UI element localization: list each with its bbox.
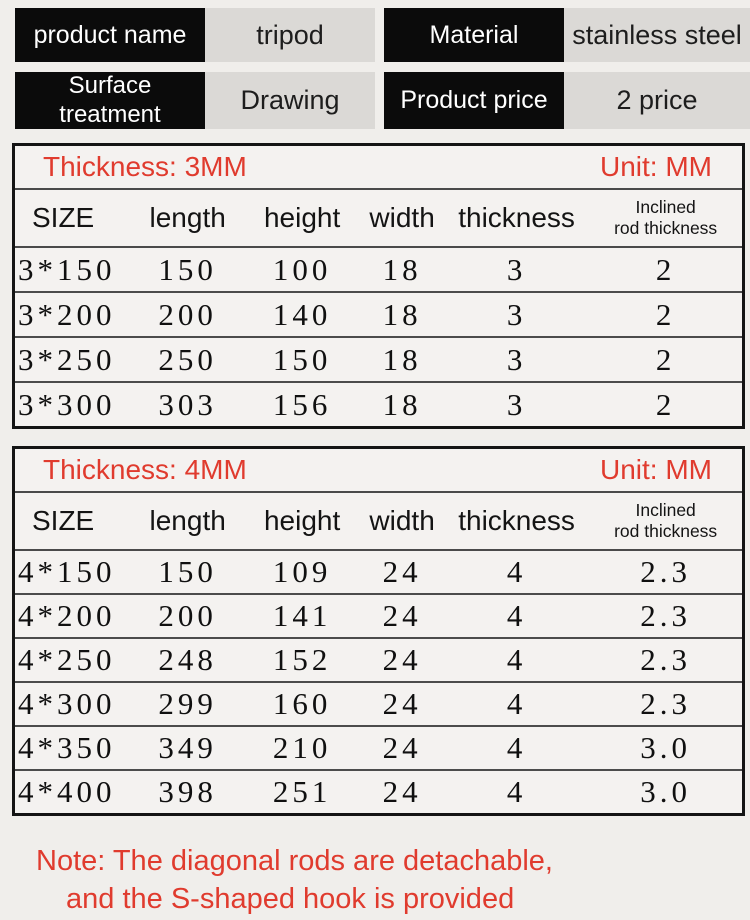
table-row bbox=[15, 638, 742, 682]
value-cell: 24 bbox=[360, 770, 444, 813]
col-header-length: length bbox=[131, 190, 244, 247]
value-cell: 2.3 bbox=[589, 594, 742, 638]
value-cell: 2 bbox=[589, 382, 742, 426]
value-cell: 251 bbox=[244, 770, 360, 813]
value-cell: 250 bbox=[131, 337, 244, 382]
value-cell: 4 bbox=[506, 554, 527, 589]
size-cell: 4*150 bbox=[18, 554, 116, 589]
col-header-height: height bbox=[244, 493, 360, 550]
col-header-size: SIZE bbox=[15, 493, 131, 550]
value-cell: 3 bbox=[506, 251, 527, 287]
value-cell: 4 bbox=[444, 770, 589, 813]
material-label bbox=[384, 8, 564, 62]
value-cell: 160 bbox=[244, 682, 360, 726]
value-cell: 303 bbox=[131, 382, 244, 426]
value-cell: 3.0 bbox=[589, 770, 742, 813]
surface-treatment-value-text: Drawing bbox=[240, 85, 340, 115]
value-cell: 24 bbox=[360, 682, 444, 726]
size-cell: 3*300 bbox=[15, 382, 131, 426]
value-cell: 4 bbox=[444, 638, 589, 682]
value-cell: 156 bbox=[244, 382, 360, 426]
inclined-line1: Inclined bbox=[635, 500, 696, 520]
material-label-text: Material bbox=[429, 20, 519, 49]
value-cell: 3 bbox=[444, 292, 589, 337]
surface-treatment-label-line2: treatment bbox=[59, 100, 161, 128]
table-body bbox=[15, 247, 742, 426]
value-cell: 150 bbox=[244, 337, 360, 382]
value-cell: 4 bbox=[444, 682, 589, 726]
header-row bbox=[15, 493, 742, 550]
value-cell: 3 bbox=[444, 382, 589, 426]
product-price-label bbox=[384, 72, 564, 129]
table-row bbox=[15, 292, 742, 337]
value-cell: 2 bbox=[655, 251, 676, 287]
info-row-2 bbox=[15, 72, 750, 129]
header-gap bbox=[375, 8, 384, 62]
table-row bbox=[15, 770, 742, 813]
surface-treatment-label-line1: Surface bbox=[68, 72, 152, 100]
size-cell: 3*200 bbox=[15, 292, 131, 337]
value-cell: 100 bbox=[272, 251, 332, 287]
value-cell: 140 bbox=[244, 292, 360, 337]
table-title-row bbox=[15, 449, 742, 493]
table-row bbox=[15, 247, 742, 292]
value-cell: 349 bbox=[131, 726, 244, 770]
header-gap bbox=[375, 72, 384, 129]
product-price-label-text: Product price bbox=[400, 86, 548, 114]
col-header-thickness: thickness bbox=[444, 493, 589, 550]
value-cell: 18 bbox=[360, 382, 444, 426]
col-header-length: length bbox=[131, 493, 244, 550]
table-row bbox=[15, 337, 742, 382]
col-header-height: height bbox=[244, 190, 360, 247]
product-price-value-text: 2 price bbox=[616, 85, 698, 115]
col-header-size: SIZE bbox=[15, 190, 131, 247]
value-cell: 109 bbox=[272, 554, 332, 589]
value-cell: 2 bbox=[589, 337, 742, 382]
size-cell: 4*200 bbox=[15, 594, 131, 638]
col-header-inclined-rod-thickness bbox=[589, 493, 742, 550]
product-price-value bbox=[564, 72, 750, 129]
col-header-width: width bbox=[360, 493, 444, 550]
value-cell: 3.0 bbox=[589, 726, 742, 770]
note bbox=[36, 842, 750, 919]
surface-treatment-label bbox=[15, 72, 205, 129]
spec-table bbox=[15, 493, 742, 813]
table-header bbox=[15, 493, 742, 550]
col-header-thickness: thickness bbox=[444, 190, 589, 247]
value-cell: 2 bbox=[589, 292, 742, 337]
value-cell: 210 bbox=[244, 726, 360, 770]
value-cell: 248 bbox=[131, 638, 244, 682]
value-cell: 18 bbox=[360, 337, 444, 382]
col-header-width: width bbox=[360, 190, 444, 247]
table-row bbox=[15, 382, 742, 426]
table-title: Thickness: 4MM bbox=[43, 454, 247, 485]
value-cell: 4 bbox=[444, 726, 589, 770]
value-cell: 141 bbox=[244, 594, 360, 638]
size-cell: 4*300 bbox=[15, 682, 131, 726]
value-cell: 299 bbox=[131, 682, 244, 726]
header-row bbox=[15, 190, 742, 247]
value-cell: 2.3 bbox=[589, 682, 742, 726]
product-name-value bbox=[205, 8, 375, 62]
surface-treatment-value bbox=[205, 72, 375, 129]
product-name-value-text: tripod bbox=[256, 19, 324, 50]
value-cell: 24 bbox=[360, 594, 444, 638]
info-row-1 bbox=[15, 8, 750, 62]
size-cell: 3*150 bbox=[18, 251, 116, 287]
size-cell: 4*250 bbox=[15, 638, 131, 682]
value-cell: 200 bbox=[131, 292, 244, 337]
table-row bbox=[15, 682, 742, 726]
size-cell: 4*350 bbox=[15, 726, 131, 770]
size-cell: 3*250 bbox=[15, 337, 131, 382]
value-cell: 398 bbox=[131, 770, 244, 813]
material-value-text: stainless steel bbox=[572, 19, 742, 50]
value-cell: 4 bbox=[444, 594, 589, 638]
table-title-row bbox=[15, 146, 742, 190]
value-cell: 150 bbox=[158, 251, 217, 287]
spec-table-4mm bbox=[12, 446, 745, 816]
value-cell: 18 bbox=[360, 292, 444, 337]
col-header-inclined-rod-thickness bbox=[589, 190, 742, 247]
table-row bbox=[15, 550, 742, 594]
inclined-line1: Inclined bbox=[635, 197, 696, 217]
spec-table-3mm bbox=[12, 143, 745, 429]
value-cell: 2.3 bbox=[640, 554, 692, 589]
value-cell: 152 bbox=[244, 638, 360, 682]
material-value bbox=[564, 8, 750, 62]
table-body bbox=[15, 550, 742, 813]
note-line1: Note: The diagonal rods are detachable, bbox=[36, 845, 553, 877]
value-cell: 24 bbox=[360, 638, 444, 682]
table-header bbox=[15, 190, 742, 247]
value-cell: 24 bbox=[382, 554, 422, 589]
table-unit: Unit: MM bbox=[600, 151, 712, 182]
value-cell: 200 bbox=[131, 594, 244, 638]
product-name-label-text: product name bbox=[33, 20, 187, 49]
table-unit: Unit: MM bbox=[600, 454, 712, 485]
value-cell: 24 bbox=[360, 726, 444, 770]
product-name-label bbox=[15, 8, 205, 62]
inclined-line2: rod thickness bbox=[614, 521, 718, 541]
spec-table bbox=[15, 190, 742, 426]
table-title: Thickness: 3MM bbox=[43, 151, 247, 182]
value-cell: 3 bbox=[444, 337, 589, 382]
value-cell: 18 bbox=[382, 251, 422, 287]
table-row bbox=[15, 594, 742, 638]
value-cell: 150 bbox=[158, 554, 217, 589]
size-cell: 4*400 bbox=[15, 770, 131, 813]
value-cell: 2.3 bbox=[589, 638, 742, 682]
table-row bbox=[15, 726, 742, 770]
note-line2: and the S-shaped hook is provided bbox=[66, 883, 515, 916]
inclined-line2: rod thickness bbox=[614, 218, 718, 238]
product-info-grid bbox=[0, 0, 750, 129]
